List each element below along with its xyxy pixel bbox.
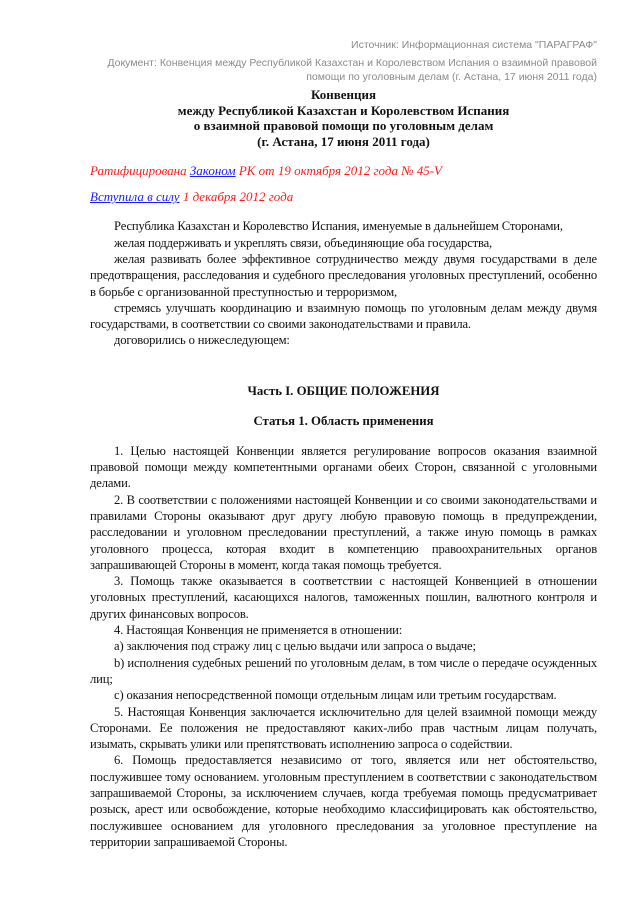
article-body [90,443,597,850]
preamble [90,218,597,348]
document-title [90,87,597,149]
article-paragraph: 3. Помощь также оказывается в соответствии с настоящей Конвенцией в отношении уголовных преступлений, касающихся налогов, таможенных пошлин, валютного контроля и других финансовых вопросов. [90,574,597,621]
article-paragraph: a) заключения под стражу лиц с целью выдачи или запроса о выдаче; [114,639,476,654]
entry-into-force-note [90,189,597,205]
document-page [90,38,597,850]
entry-into-force-link[interactable]: Вступила в силу [90,189,180,205]
article-paragraph: 4. Настоящая Конвенция не применяется в отношении: [114,623,403,638]
preamble-paragraph: желая развивать более эффективное сотрудничество между двумя государствами в деле предотвращения, расследования и судебного преследования уголовных преступлений, особенно в борьбе с организованной преступностью и терроризмом, [90,251,597,299]
article-paragraph: 6. Помощь предоставляется независимо от того, является или нет обстоятельство, послужившее тому основанием. уголовным преступлением в соответствии с законодательством запрашиваемой Стороны, за исключением случаев, когда требуемая помощь предусматривает розыск, арест или освобождение, которые необходимо классифицировать как обстоятельство, послужившее основанием для уголовного преследования за уголовное преступление на территории запрашиваемой Стороны. [90,753,597,849]
article-paragraph: 2. В соответствии с положениями настоящей Конвенции и со своими законодательствами и правилами Стороны оказывают друг другу любую правовую помощь в предупреждении, расследовании и уголовном преследовании преступлений, а также иную помощь в рамках уголовного процесса, которая входит в компетенцию правоохранительных органов запрашивающей Стороны в момент, когда такая помощь требуется. [90,492,597,572]
title-line: между Республикой Казахстан и Королевством Испания [177,102,510,118]
article-paragraph: b) исполнения судебных решений по уголовным делам, в том числе о передаче осужденных лиц; [90,655,597,686]
preamble-paragraph: Республика Казахстан и Королевство Испания, именуемые в дальнейшем Сторонами, [114,219,563,234]
ratification-note [90,163,597,179]
title-line: (г. Астана, 17 июня 2011 года) [257,133,430,149]
law-link[interactable]: Законом [189,163,236,179]
preamble-paragraph: желая поддерживать и укреплять связи, объединяющие оба государства, [114,235,493,250]
source-document: Документ: Конвенция между Республикой Казахстан и Королевством Испания о взаимной правовой помощи по уголовным делам (г. Астана, 17 июня 2011 года) [107,57,597,83]
preamble-paragraph: договорились о нижеследующем: [114,333,290,348]
article-paragraph: c) оказания непосредственной помощи отдельным лицам или третьим государствам. [114,688,557,703]
part-heading: Часть I. ОБЩИЕ ПОЛОЖЕНИЯ [247,383,440,398]
entry-into-force-date: 1 декабря 2012 года [182,189,294,205]
ratification-prefix: Ратифицирована [90,163,187,179]
ratification-suffix: РК от 19 октября 2012 года № 45-V [238,163,442,179]
title-line: о взаимной правовой помощи по уголовным делам [193,118,494,134]
article-heading: Статья 1. Область применения [253,413,434,428]
preamble-paragraph: стремясь улучшать координацию и взаимную помощь по уголовным делам между двумя государствами, в соответствии со своими законодательствами и правила. [90,300,597,332]
source-system: Источник: Информационная система "ПАРАГРАФ" [351,39,597,51]
title-line: Конвенция [310,87,377,102]
article-paragraph: 5. Настоящая Конвенция заключается исключительно для целей взаимной помощи между Сторонами. Ее положения не предоставляют каких-либо прав частным лицам получать, изымать, скрывать улики или препятствовать исполнению запроса о содействии. [90,704,597,752]
article-paragraph: 1. Целью настоящей Конвенции является регулирование вопросов оказания взаимной правовой помощи между компетентными органами обеих Сторон, связанной с уголовными делами. [90,443,597,491]
